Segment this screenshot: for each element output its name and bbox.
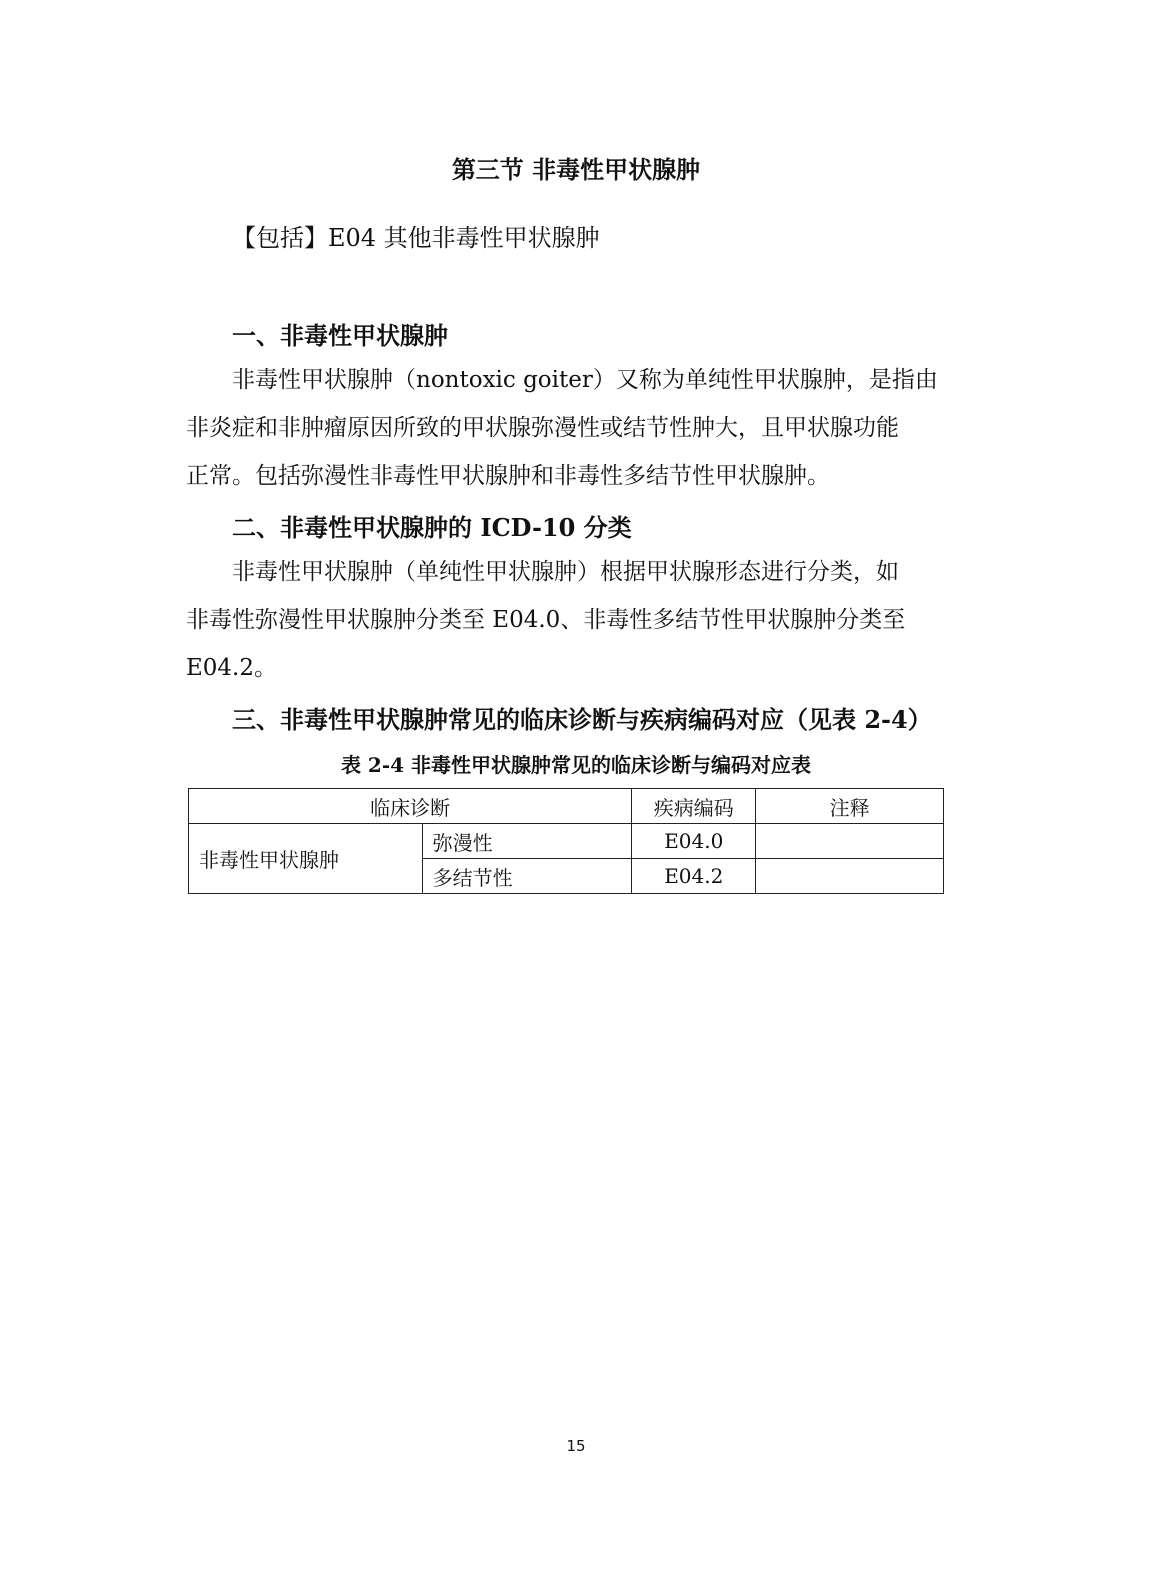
code-cell: E04.0 <box>632 824 756 859</box>
paragraph-line: 正常。包括弥漫性非毒性甲状腺肿和非毒性多结节性甲状腺肿。 <box>186 463 830 489</box>
table-header-row <box>189 789 944 824</box>
paragraph-line: 非毒性甲状腺肿（nontoxic goiter）又称为单纯性甲状腺肿，是指由 <box>232 367 938 393</box>
paragraph-line: E04.2。 <box>186 655 278 681</box>
diagnosis-code-table <box>188 788 944 894</box>
note-cell <box>756 824 944 859</box>
page-number: 15 <box>566 1437 586 1455</box>
group-label-cell: 非毒性甲状腺肿 <box>189 824 423 894</box>
paragraph-2 <box>186 548 946 692</box>
heading-1: 一、非毒性甲状腺肿 <box>232 321 448 350</box>
header-disease-code: 疾病编码 <box>632 789 756 824</box>
code-cell: E04.2 <box>632 859 756 894</box>
includes-line: 【包括】E04 其他非毒性甲状腺肿 <box>232 224 600 252</box>
table-row <box>189 824 944 859</box>
paragraph-line: 非炎症和非肿瘤原因所致的甲状腺弥漫性或结节性肿大，且甲状腺功能 <box>186 415 899 441</box>
note-cell <box>756 859 944 894</box>
paragraph-1 <box>186 356 946 500</box>
section-title: 第三节 非毒性甲状腺肿 <box>451 155 701 184</box>
header-note: 注释 <box>756 789 944 824</box>
subtype-cell: 多结节性 <box>422 859 632 894</box>
heading-3: 三、非毒性甲状腺肿常见的临床诊断与疾病编码对应（见表 2-4） <box>232 705 932 734</box>
paragraph-line: 非毒性弥漫性甲状腺肿分类至 E04.0、非毒性多结节性甲状腺肿分类至 <box>186 607 906 633</box>
header-clinical-diagnosis: 临床诊断 <box>189 789 632 824</box>
table-caption: 表 2-4 非毒性甲状腺肿常见的临床诊断与编码对应表 <box>340 753 812 777</box>
heading-2: 二、非毒性甲状腺肿的 ICD-10 分类 <box>232 513 632 542</box>
subtype-cell: 弥漫性 <box>422 824 632 859</box>
paragraph-line: 非毒性甲状腺肿（单纯性甲状腺肿）根据甲状腺形态进行分类，如 <box>232 559 899 585</box>
